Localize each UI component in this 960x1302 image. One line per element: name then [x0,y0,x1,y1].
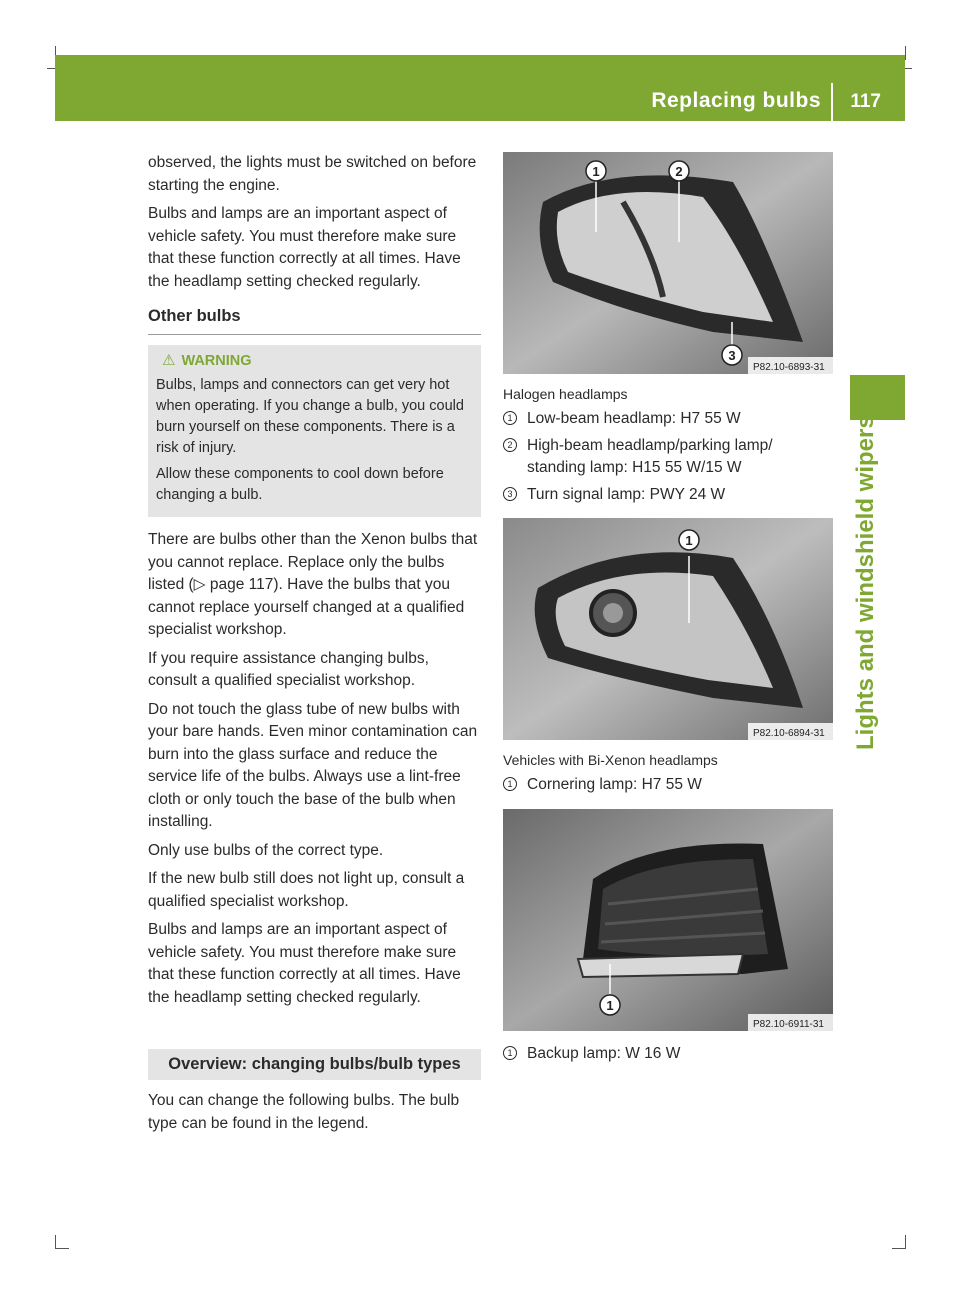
figure-code: P82.10-6893-31 [753,362,825,373]
overview-heading: Overview: changing bulbs/bulb types [148,1049,481,1080]
halogen-headlamp-image [503,152,833,374]
legend-number: 1 [503,1046,517,1060]
chapter-title: Lights and windshield wipers [852,415,879,750]
paragraph: observed, the lights must be switched on before starting the engine. [148,154,477,194]
other-bulbs-heading: Other bulbs [148,307,481,335]
legend-item [503,408,833,431]
tail-lamp-image [503,809,833,1031]
legend-text: Backup lamp: W 16 W [527,1044,681,1062]
svg-text:2: 2 [675,164,683,179]
legend-item [503,774,833,797]
section-title: Replacing bulbs [651,89,821,112]
paragraph: There are bulbs other than the Xenon bulbs that you cannot replace. Replace only the bulbs listed (▷ page 117). Have the bulbs that you cannot replace yourself changed at a qualified specialist workshop. [148,531,478,638]
warning-label: WARNING [181,353,252,369]
figure-caption: Vehicles with Bi-Xenon headlamps [503,752,718,768]
legend-number: 2 [503,438,517,452]
figure-code: P82.10-6911-31 [753,1018,824,1030]
paragraph: Bulbs and lamps are an important aspect of vehicle safety. You must therefore make sure that these function correctly at all times. Have the headlamp setting checked regularly. [148,205,461,290]
paragraph: Bulbs and lamps are an important aspect of vehicle safety. You must therefore make sure that these function correctly at all times. Have the headlamp setting checked regularly. [148,921,461,1006]
legend-text: Cornering lamp: H7 55 W [527,776,702,793]
crop-mark [892,1248,906,1249]
crop-mark [905,1235,906,1249]
figure-code: P82.10-6894-31 [753,728,825,739]
warning-triangle-icon: ⚠ [162,352,176,369]
crop-mark [55,1248,69,1249]
legend-text: Turn signal lamp: PWY 24 W [527,485,726,503]
figure-caption: Halogen headlamps [503,386,628,402]
right-column [503,152,833,1069]
crop-mark [905,46,906,60]
svg-text:1: 1 [592,164,600,179]
svg-text:1: 1 [685,533,693,548]
paragraph: Do not touch the glass tube of new bulbs with your bare hands. Even minor contamination can burn into the glass surface and reduce the service life of the bulbs. Always use a lint-free cloth or only touch the base of the bulb when installing. [148,700,478,830]
legend-text: Low-beam headlamp: H7 55 W [527,410,741,427]
warning-title [156,351,473,369]
paragraph: If you require assistance changing bulbs, consult a qualified specialist workshop. [148,649,429,689]
legend-item [503,435,833,480]
paragraph: You can change the following bulbs. The bulb type can be found in the legend. [148,1092,460,1132]
bi-xenon-headlamp-image [503,518,833,740]
legend-item [503,1043,833,1066]
paragraph: Only use bulbs of the correct type. [148,841,384,859]
legend-number: 1 [503,777,517,791]
legend-item [503,484,833,507]
svg-text:1: 1 [606,997,614,1013]
crop-mark [55,1235,56,1249]
page-header [55,55,905,121]
header-divider [831,83,833,121]
legend-number: 1 [503,411,517,425]
left-column [148,152,481,1141]
warning-text: Allow these components to cool down before changing a bulb. [156,466,444,503]
paragraph: If the new bulb still does not light up, consult a qualified specialist workshop. [148,870,465,910]
warning-box [148,345,481,517]
legend-number: 3 [503,487,517,501]
page-number: 117 [850,91,881,112]
legend-text: High-beam headlamp/parking lamp/ standing lamp: H15 55 W/15 W [527,436,773,476]
svg-text:3: 3 [728,348,736,363]
warning-text: Bulbs, lamps and connectors can get very hot when operating. If you change a bulb, you could burn yourself on these components. There is a risk of injury. [156,377,464,456]
